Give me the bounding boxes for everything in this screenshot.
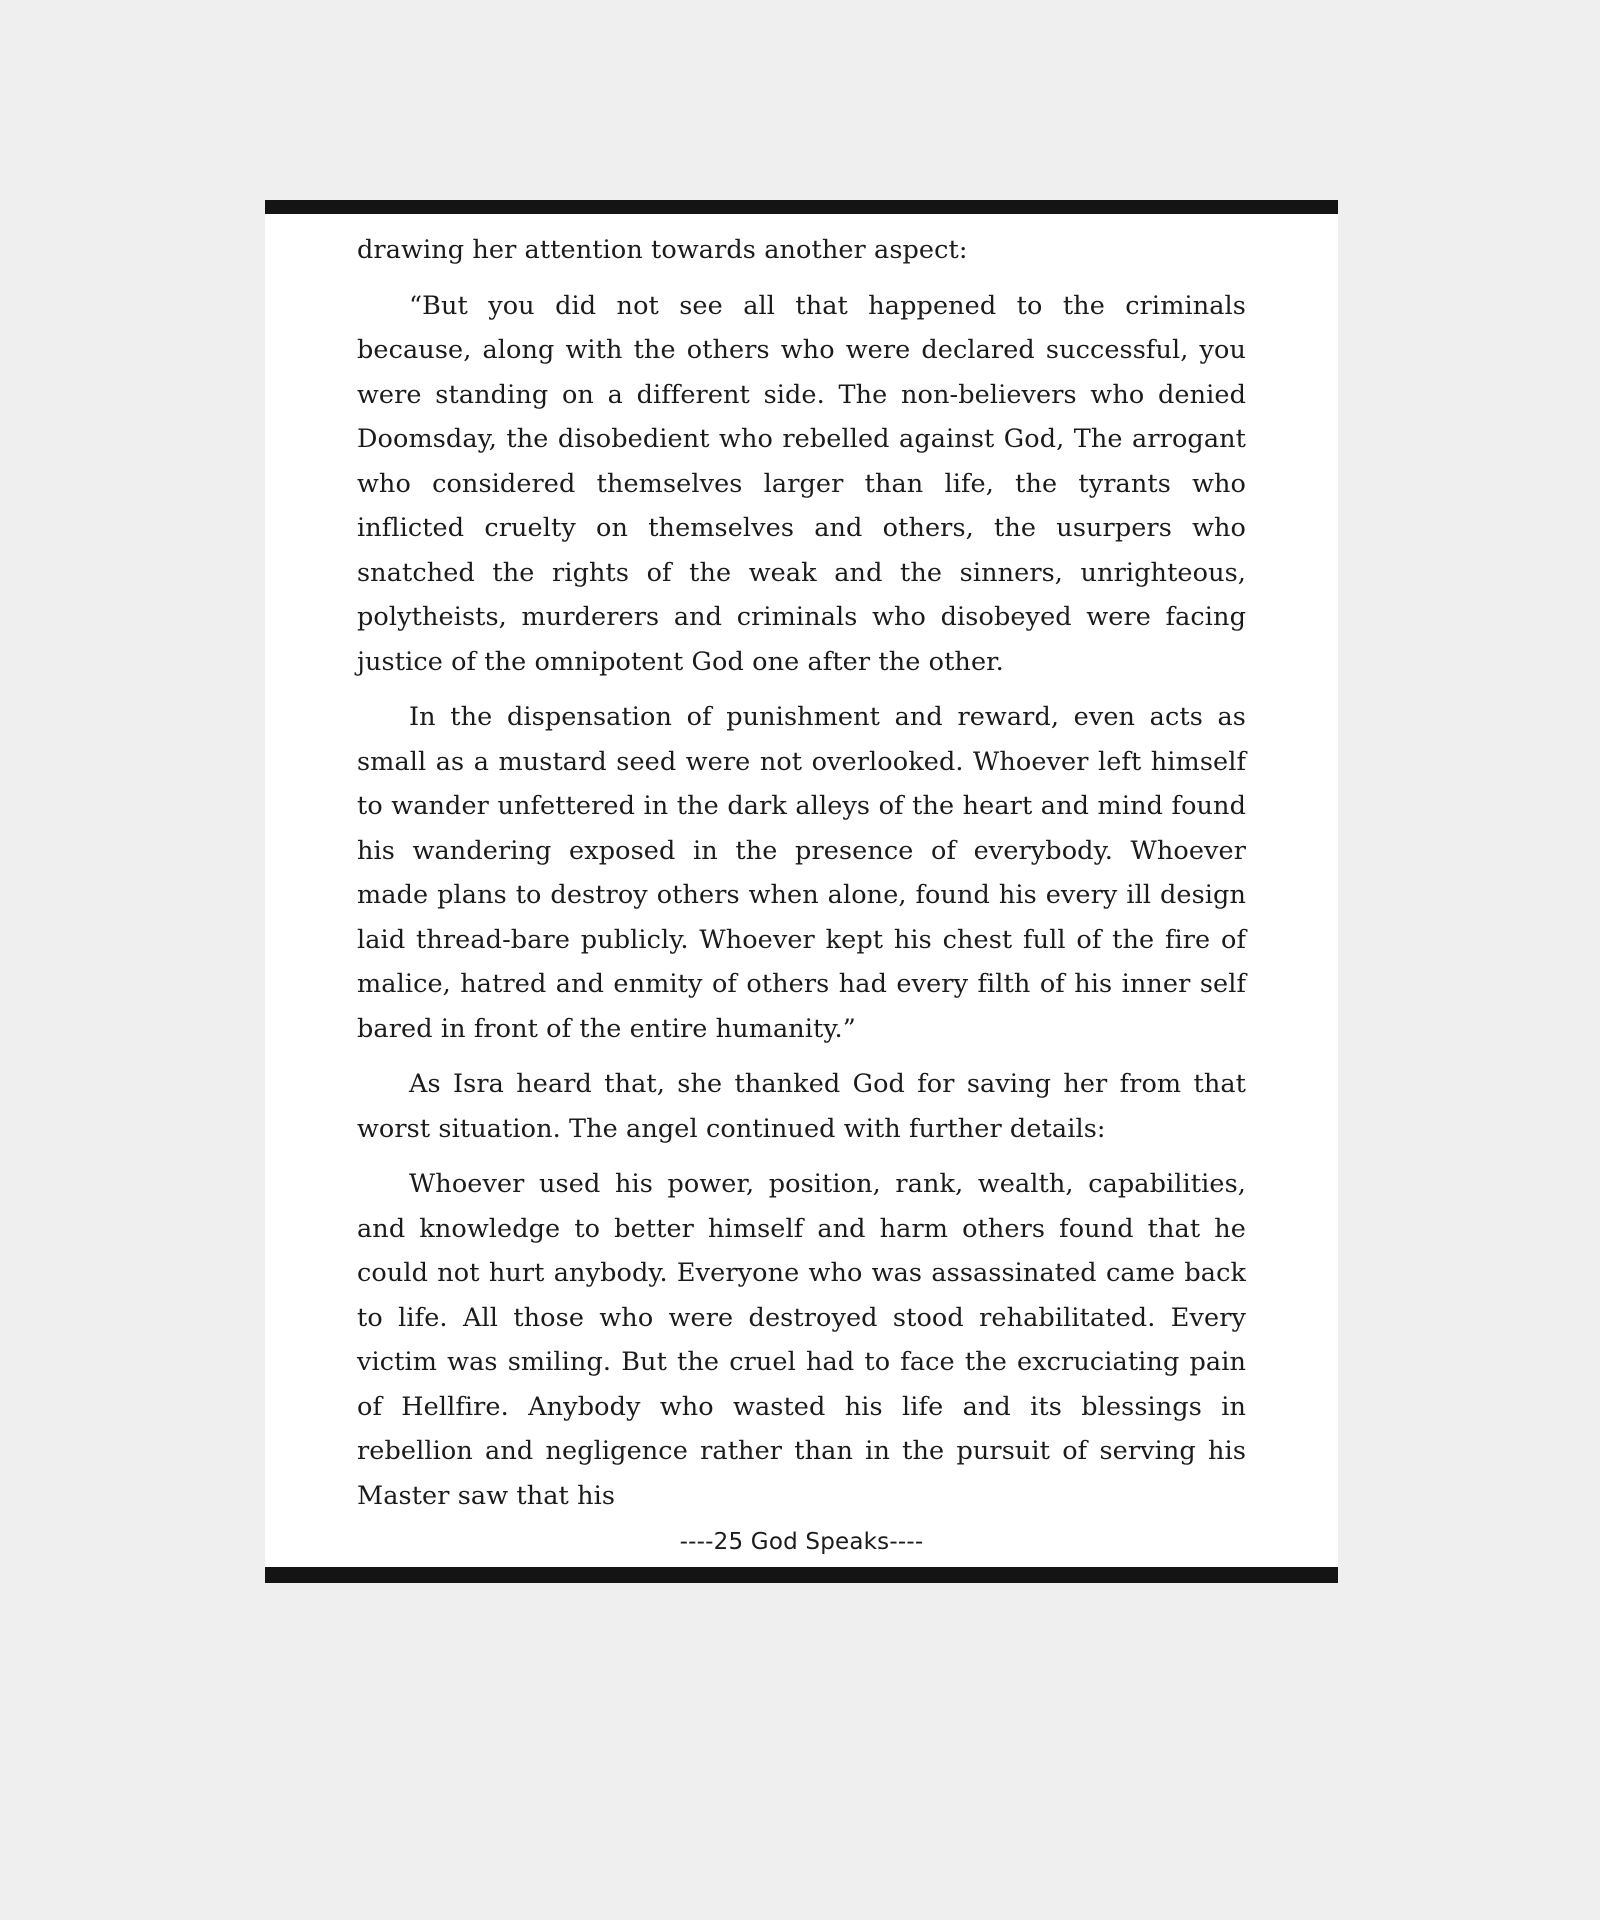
top-rule (265, 200, 1338, 214)
bottom-rule (265, 1567, 1338, 1583)
paragraph-criminals-quote: “But you did not see all that happened to the criminals because, along with the others who were declared successful, you were standing on a different side. The non-believers who denied Doomsday, the disobedient who rebelled against God, The arrogant who considered themselves larger than life, the tyrants who inflicted cruelty on themselves and others, the usurpers who snatched the rights of the weak and the sinners, unrighteous, polytheists, murderers and criminals who disobeyed were facing justice of the omnipotent God one after the other. (357, 290, 1246, 677)
paragraph-continuation: drawing her attention towards another aspect: (357, 235, 968, 265)
page-footer: ----25 God Speaks---- (679, 1529, 924, 1555)
paragraph-isra: As Isra heard that, she thanked God for saving her from that worst situation. The angel continued with further details: (357, 1069, 1246, 1144)
paragraph-dispensation: In the dispensation of punishment and reward, even acts as small as a mustard seed were not overlooked. Whoever left himself to wander unfettered in the dark alleys of the heart and mind found his wandering exposed in the presence of everybody. Whoever made plans to destroy others when alone, found his every ill design laid thread-bare publicly. Whoever kept his chest full of the fire of malice, hatred and enmity of others had every filth of his inner self bared in front of the entire humanity.” (357, 702, 1246, 1044)
paragraph-whoever-power: Whoever used his power, position, rank, wealth, capabilities, and knowledge to better himself and harm others found that he could not hurt anybody. Everyone who was assassinated came back to life. All those who were destroyed stood rehabilitated. Every victim was smiling. But the cruel had to face the excruciating pain of Hellfire. Anybody who wasted his life and its blessings in rebellion and negligence rather than in the pursuit of serving his Master saw that his (357, 1169, 1246, 1511)
book-page (265, 200, 1338, 1583)
page-text-body (265, 214, 1338, 1567)
